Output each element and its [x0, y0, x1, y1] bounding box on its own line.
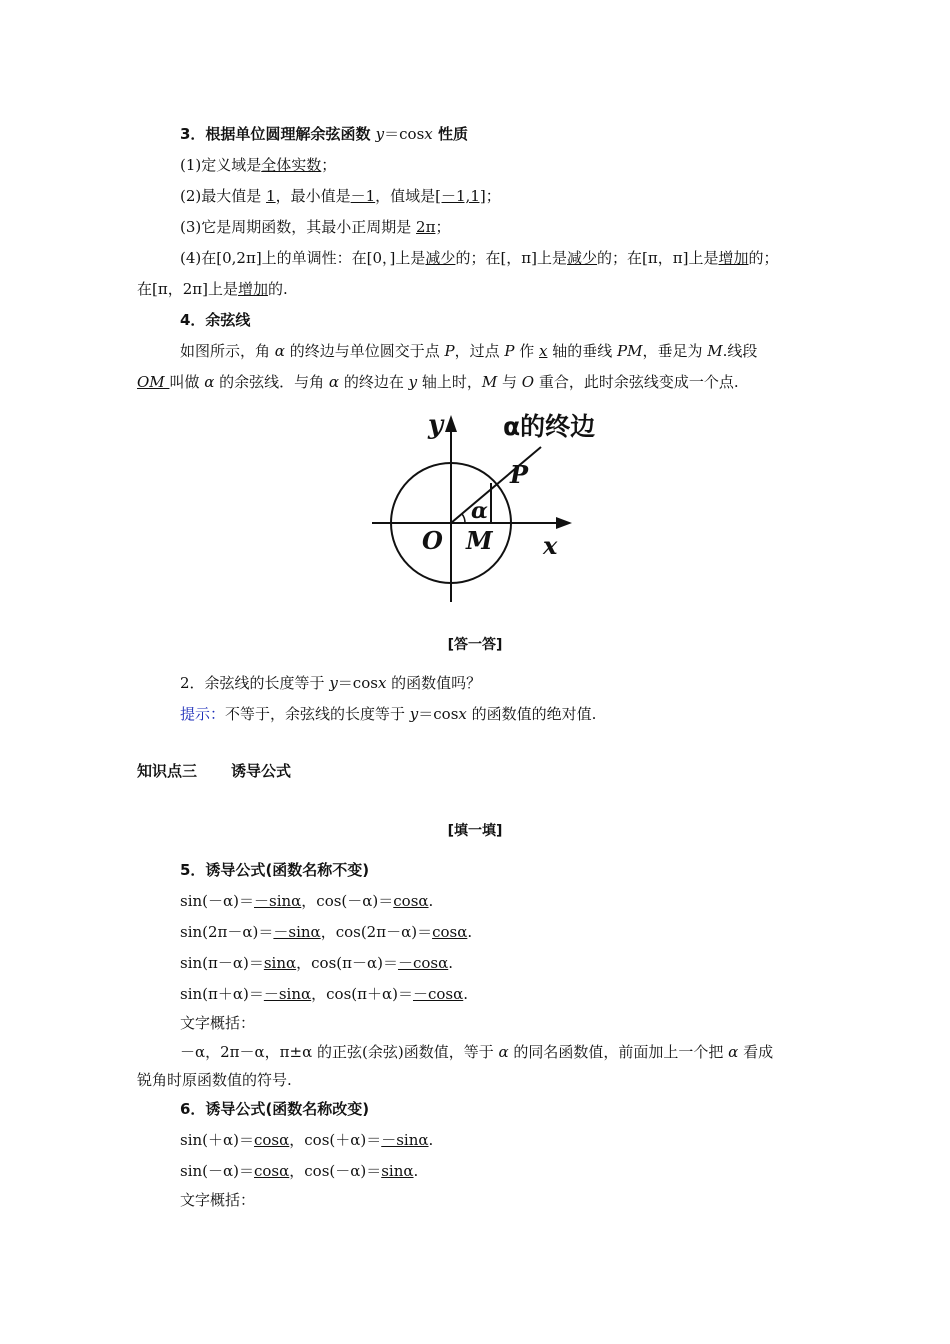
text-run: P — [444, 342, 455, 360]
summary-text-1 — [180, 1042, 773, 1062]
answer-blank: 减少 — [567, 249, 598, 267]
text-run: 诱导公式 — [231, 762, 292, 780]
text-run: PM — [617, 342, 643, 360]
text-run: ，值域是 — [375, 187, 436, 205]
label-terminal-side: α的终边 — [503, 412, 596, 441]
text-run: α — [728, 1043, 739, 1061]
answer-blank: sinα — [263, 954, 297, 972]
y-axis-arrow — [445, 415, 457, 432]
text-run: 不等于，余弦线的长度等于 — [225, 705, 410, 723]
text-run: 看成 — [738, 1043, 774, 1061]
section-6-title: 6．诱导公式(函数名称改变) — [180, 1100, 370, 1118]
fill-heading: [填一填] — [447, 823, 503, 839]
text-run: 如图所示，角 — [180, 342, 275, 360]
answer-blank: x — [538, 342, 548, 360]
answer-blank: cosα — [432, 923, 468, 941]
text-run: M — [481, 373, 498, 391]
answer-blank: OM — [137, 373, 170, 391]
answer-heading: [答一答] — [447, 637, 503, 653]
text-run: ，垂足为 — [642, 342, 708, 360]
text-run: ，cos(π－α)＝ — [296, 954, 398, 972]
text-run: 的函数值吗？ — [386, 674, 482, 692]
formula-half-pi-minus-alpha — [180, 1161, 418, 1181]
text-run: ； — [485, 187, 501, 205]
text-run: 的终边与单位圆交于点 — [284, 342, 445, 360]
cosine-line-desc-1 — [180, 341, 757, 361]
text-run: α — [204, 373, 215, 391]
answer-blank: cosα — [254, 1162, 290, 1180]
text-run: ，cos(2π－α)＝ — [320, 923, 433, 941]
text-run: 的余弦线．与角 — [214, 373, 329, 391]
text-run: M — [707, 342, 723, 360]
answer-blank: －cosα — [397, 954, 449, 972]
label-p: P — [510, 460, 529, 489]
text-run: (3)它是周期函数，其最小正周期是 — [180, 218, 417, 236]
answer-blank: cosα — [254, 1131, 290, 1149]
answer-blank: sinα — [381, 1162, 414, 1180]
formula-half-pi-plus-alpha — [180, 1130, 433, 1150]
text-run: α — [498, 1043, 509, 1061]
text-run: 的；在[，π]上是 — [455, 249, 568, 267]
text-run: ，cos(－α)＝ — [301, 892, 394, 910]
text-run: sin(π＋α)＝ — [180, 985, 264, 1003]
text-run: P — [504, 342, 515, 360]
text-run: 叫做 — [169, 373, 205, 391]
text-run: y — [329, 674, 338, 692]
label-m: M — [466, 526, 493, 555]
text-run: 重合，此时余弦线变成一个点. — [534, 373, 739, 391]
label-alpha: α — [471, 498, 488, 524]
answer-blank: 减少 — [425, 249, 456, 267]
property-domain — [180, 155, 336, 175]
text-run: ，最小值是 — [275, 187, 351, 205]
text-run: ； — [321, 156, 337, 174]
text-run: α — [274, 342, 285, 360]
answer-blank: －cosα — [412, 985, 464, 1003]
section-5-title: 5．诱导公式(函数名称不变) — [180, 861, 370, 879]
formula-pi-minus-alpha — [180, 953, 453, 973]
summary-text-2: 锐角时原函数值的符号. — [137, 1071, 292, 1089]
knowledge-point-3-title — [137, 761, 291, 781]
text-run: .线段 — [722, 342, 758, 360]
text-run: sin(－α)＝ — [180, 892, 254, 910]
answer-blank: [－1,1] — [435, 187, 486, 205]
summary-label: 文字概括： — [180, 1014, 256, 1032]
text-run: 与 — [497, 373, 522, 391]
text-run: 知识点三 — [137, 762, 198, 780]
text-run: y — [408, 373, 418, 391]
section-4-title: 4．余弦线 — [180, 311, 251, 329]
text-run: O — [521, 373, 535, 391]
section-3-title: 3．根据单位圆理解余弦函数 y＝cosx 性质 — [180, 125, 468, 143]
text-run: sin(2π－α)＝ — [180, 923, 274, 941]
formula-neg-alpha — [180, 891, 433, 911]
label-o: O — [422, 526, 443, 555]
text-run: . — [428, 892, 434, 910]
text-run: 的；在[π，π]上是 — [597, 249, 719, 267]
text-run: 的. — [267, 280, 288, 298]
text-run: ，cos(－α)＝ — [289, 1162, 382, 1180]
text-run: (2)最大值是 — [180, 187, 267, 205]
answer-blank: 全体实数 — [261, 156, 322, 174]
text-run: 的同名函数值，前面加上一个把 — [508, 1043, 729, 1061]
label-y: y — [428, 410, 444, 440]
answer-blank: 增加 — [237, 280, 268, 298]
text-run: sin(π－α)＝ — [180, 954, 264, 972]
summary2-label: 文字概括： — [180, 1191, 256, 1209]
text-run: . — [428, 1131, 434, 1149]
text-run: x — [458, 705, 467, 723]
text-run: 的函数值的绝对值. — [466, 705, 597, 723]
x-axis-arrow — [556, 517, 572, 529]
answer-blank: 增加 — [718, 249, 749, 267]
property-range — [180, 186, 501, 206]
text-run: . — [413, 1162, 419, 1180]
answer-blank: －sinα — [381, 1131, 429, 1149]
text-run: α — [328, 373, 340, 391]
property-monotonicity — [180, 248, 778, 268]
answer-blank: 1 — [266, 187, 276, 205]
answer-blank: －sinα — [254, 892, 302, 910]
text-run: ； — [435, 218, 451, 236]
text-run: . — [463, 985, 469, 1003]
text-run: 轴上时， — [417, 373, 482, 391]
hint-label: 提示： — [180, 705, 226, 723]
text-run: ＝cos — [337, 674, 378, 692]
text-run: 在[π，2π]上是 — [137, 280, 238, 298]
text-run: . — [448, 954, 454, 972]
answer-blank: －sinα — [273, 923, 321, 941]
text-run: 的； — [748, 249, 779, 267]
angle-arc — [462, 514, 465, 523]
text-run: y — [409, 705, 419, 723]
text-run: sin(－α)＝ — [180, 1162, 254, 1180]
text-run: sin(＋α)＝ — [180, 1131, 254, 1149]
text-run: . — [467, 923, 473, 941]
property-period — [180, 217, 450, 237]
question-2 — [180, 673, 481, 693]
cosine-line-desc-2 — [137, 372, 739, 392]
formula-2pi-minus-alpha — [180, 922, 472, 942]
label-x: x — [543, 531, 558, 560]
text-run: x — [377, 674, 387, 692]
text-run: 2．余弦线的长度等于 — [180, 674, 330, 692]
text-run: 作 — [514, 342, 539, 360]
text-run: 轴的垂线 — [547, 342, 617, 360]
text-run: －α，2π－α，π±α 的正弦(余弦)函数值，等于 — [180, 1043, 499, 1061]
text-run: ＝cos — [418, 705, 459, 723]
answer-blank: －1 — [350, 187, 376, 205]
answer-blank: －sinα — [263, 985, 312, 1003]
text-run: 的终边在 — [339, 373, 409, 391]
text-run: ，过点 — [454, 342, 505, 360]
text-run: (4)在[0,2π]上的单调性：在[0，]上是 — [180, 249, 426, 267]
hint — [180, 704, 596, 724]
answer-blank: cosα — [393, 892, 429, 910]
property-monotonicity-cont — [137, 279, 288, 299]
text-run: ，cos(＋α)＝ — [289, 1131, 382, 1149]
answer-blank: 2π — [416, 218, 436, 236]
formula-pi-plus-alpha — [180, 984, 468, 1004]
text-run: (1)定义域是 — [180, 156, 262, 174]
unit-circle-figure — [360, 405, 630, 610]
text-run: ，cos(π＋α)＝ — [311, 985, 413, 1003]
